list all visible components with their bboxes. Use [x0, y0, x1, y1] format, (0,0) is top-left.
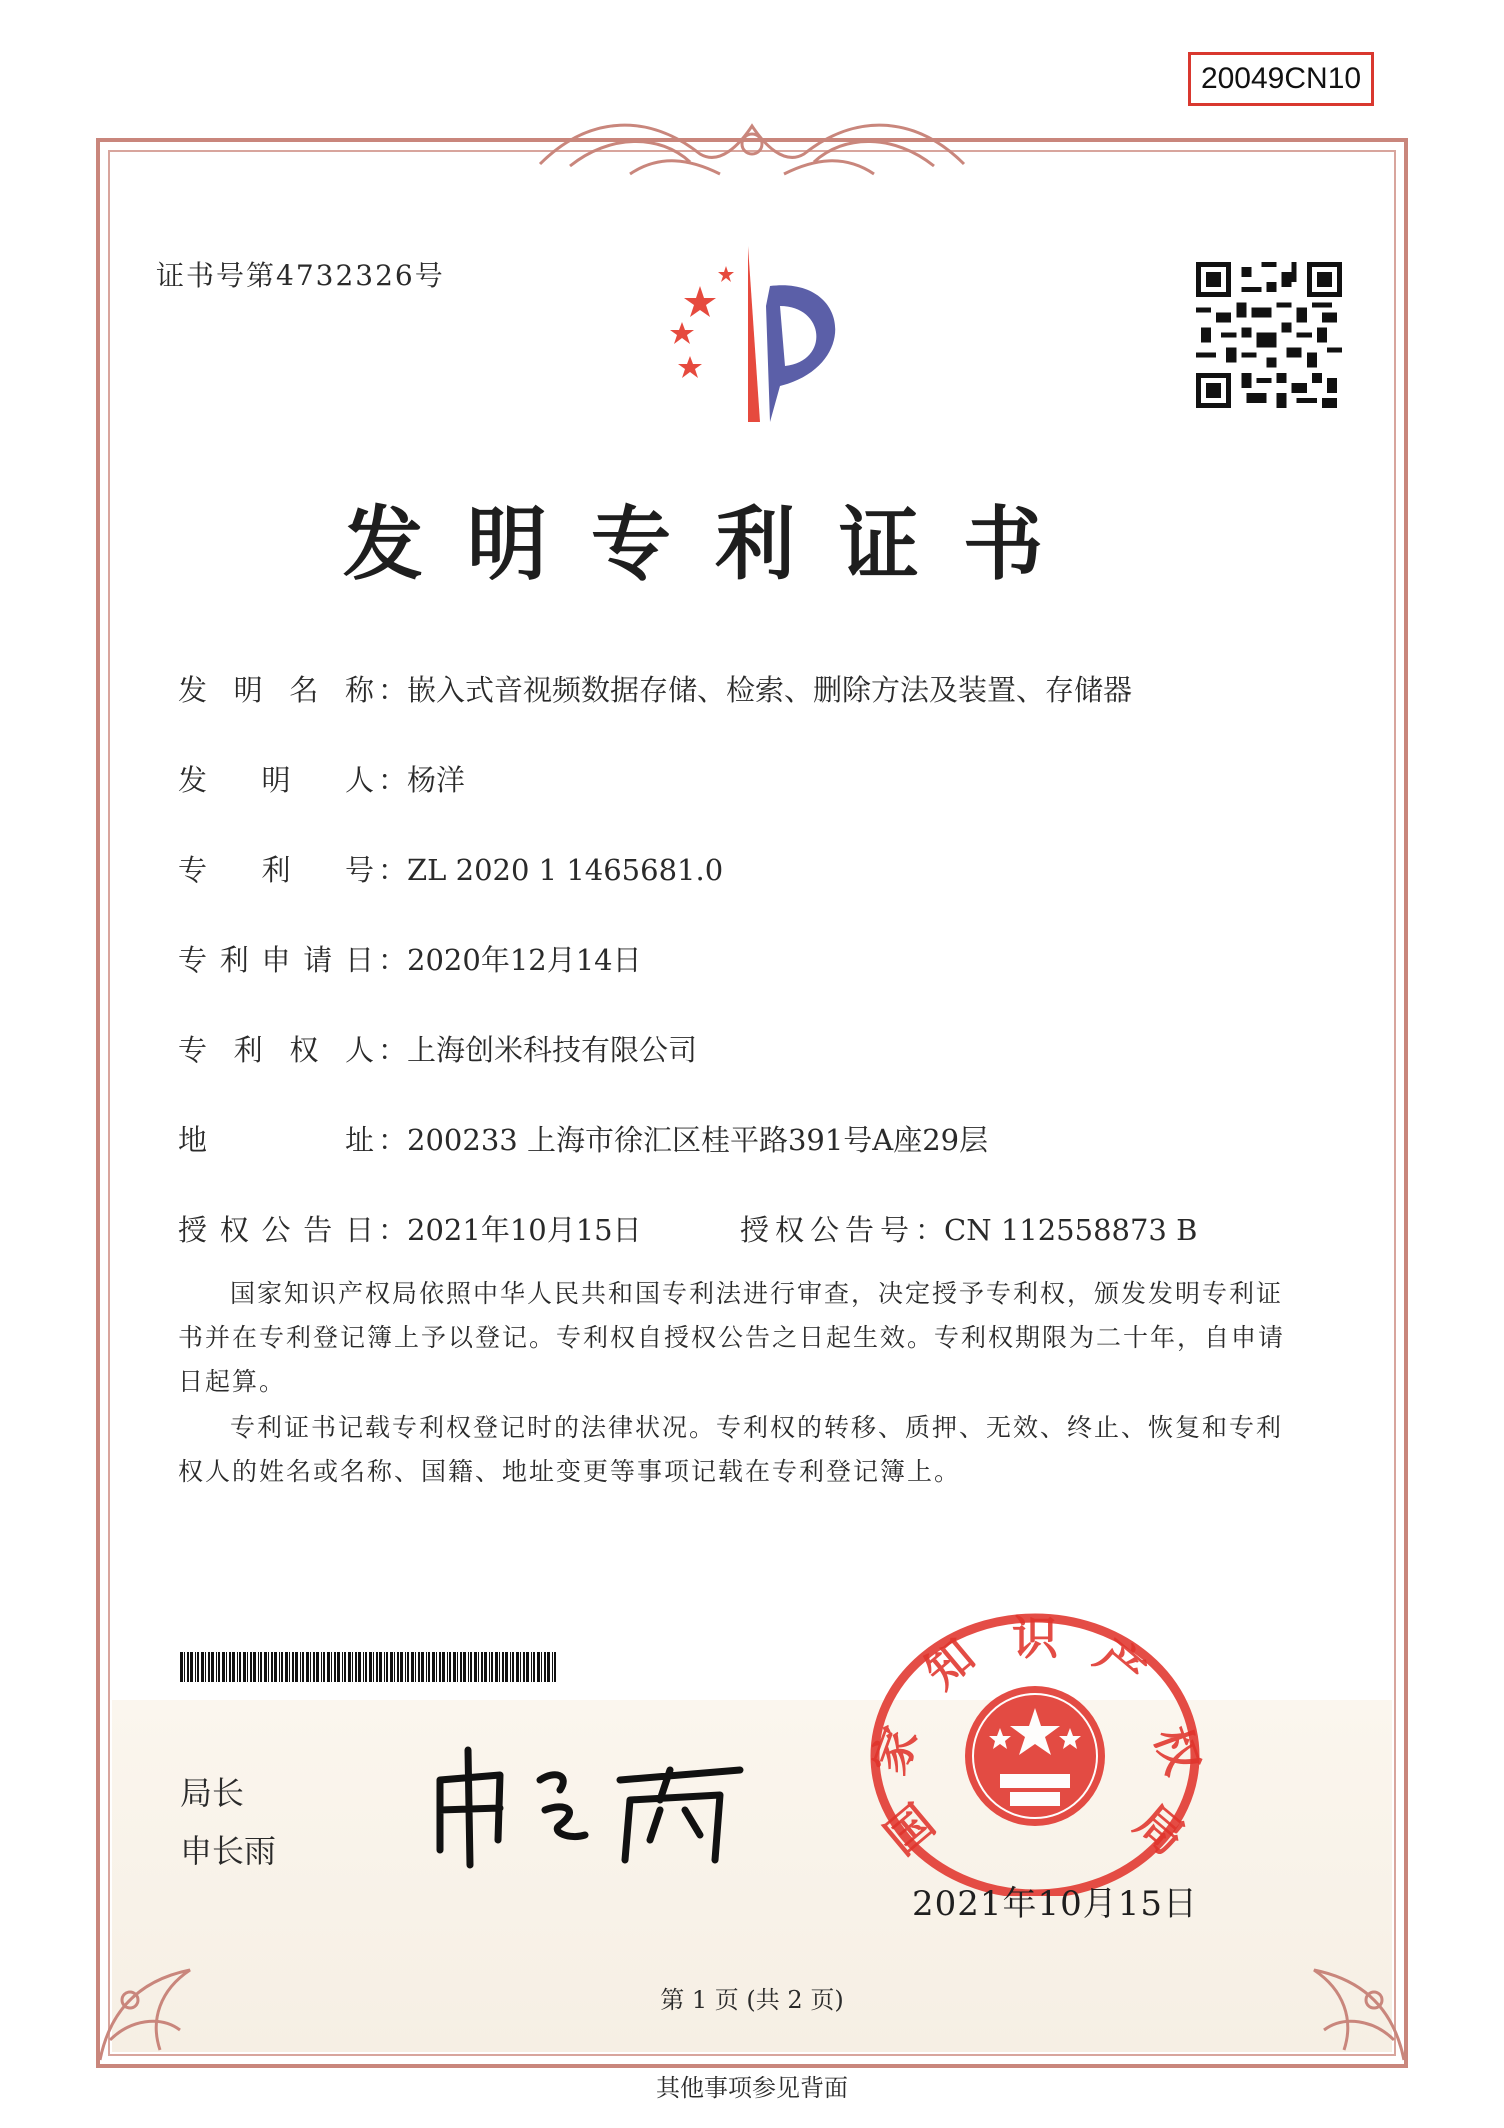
field-value: 杨洋	[407, 763, 466, 797]
signatory-name: 申长雨	[180, 1832, 277, 1870]
field-label: 专利号	[178, 853, 374, 887]
legal-paragraph-2: 专利证书记载专利权登记时的法律状况。专利权的转移、质押、无效、终止、恢复和专利权人的姓名或名称、国籍、地址变更等事项记载在专利登记簿上。	[178, 1413, 1284, 1486]
field-grant-date: 授权公告日 ：2021年10月15日	[178, 1208, 642, 1249]
field-label: 发明人	[178, 763, 374, 797]
back-note: 其他事项参见背面	[656, 2074, 848, 2102]
signatory-title: 局长	[180, 1774, 245, 1812]
barcode-icon	[180, 1652, 558, 1682]
handwritten-signature-icon	[420, 1740, 760, 1870]
field-label: 专利申请日	[178, 943, 374, 977]
field-value: 200233 上海市徐汇区桂平路391号A座29层	[407, 1123, 989, 1157]
field-label: 专利权人	[178, 1033, 374, 1067]
svg-text:局: 局	[1125, 1794, 1196, 1866]
cnipa-logo-icon	[630, 246, 870, 422]
field-inventor: 发明人 ：杨洋	[178, 758, 465, 799]
field-label: 发明名称	[178, 673, 374, 707]
page-indicator: 第 1 页 (共 2 页)	[660, 1986, 844, 2014]
legal-paragraph-1: 国家知识产权局依照中华人民共和国专利法进行审查，决定授予专利权，颁发发明专利证书并在专利登记簿上予以登记。专利权自授权公告之日起生效。专利权期限为二十年，自申请日起算。	[178, 1279, 1286, 1396]
field-label: 授权公告日	[178, 1213, 374, 1247]
svg-text:知: 知	[914, 1628, 985, 1700]
official-seal-icon	[860, 1606, 1210, 1896]
field-value: 2020年12月14日	[407, 943, 642, 977]
certificate-number: 证书号第4732326号	[156, 259, 445, 292]
field-label: 地址	[178, 1123, 374, 1157]
field-value: 2021年10月15日	[407, 1213, 642, 1247]
field-address: 地址 ：200233 上海市徐汇区桂平路391号A座29层	[178, 1118, 988, 1159]
qr-code-icon	[1196, 262, 1342, 408]
field-label: 授权公告号	[740, 1213, 916, 1247]
svg-text:识: 识	[1012, 1611, 1058, 1665]
field-value: ZL 2020 1 1465681.0	[407, 853, 724, 887]
top-ornament-icon	[530, 104, 974, 184]
svg-text:家: 家	[861, 1719, 929, 1782]
certificate-title: 发明专利证书	[343, 497, 1087, 591]
field-invention-name: 发明名称 ：嵌入式音视频数据存储、检索、删除方法及装置、存储器	[178, 668, 1132, 709]
field-patent-number: 专利号 ：ZL 2020 1 1465681.0	[178, 848, 723, 889]
reference-tag: 20049CN10	[1188, 52, 1374, 106]
field-value: 嵌入式音视频数据存储、检索、删除方法及装置、存储器	[407, 673, 1133, 707]
field-value: 上海创米科技有限公司	[407, 1033, 698, 1067]
field-grant-pub-no: 授权公告号：CN 112558873 B	[740, 1213, 1198, 1247]
national-emblem-icon	[965, 1686, 1105, 1826]
field-value: CN 112558873 B	[944, 1213, 1198, 1247]
field-filing-date: 专利申请日 ：2020年12月14日	[178, 938, 642, 979]
svg-text:国: 国	[874, 1794, 945, 1866]
svg-text:权: 权	[1143, 1719, 1210, 1782]
seal-date: 2021年10月15日	[912, 1884, 1199, 1924]
svg-text:产: 产	[1085, 1628, 1156, 1700]
field-patentee: 专利权人 ：上海创米科技有限公司	[178, 1028, 697, 1069]
